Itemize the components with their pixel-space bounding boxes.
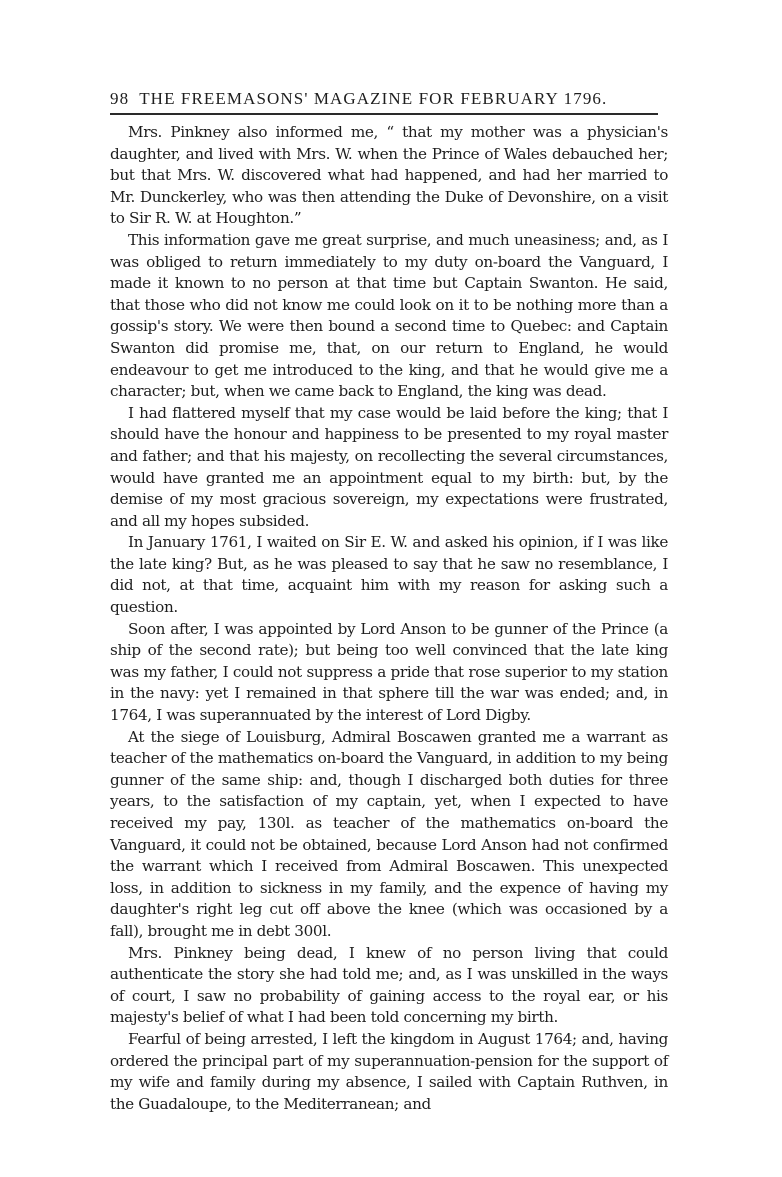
header-rule (110, 113, 658, 115)
article-body (110, 122, 668, 1115)
paragraph: Fearful of being arrested, I left the kingdom in August 1764; and, having ordered the principal part of my superannuation-pension for the support of my wife and family during my absence, I sailed with Captain Ruthven, in the Guadaloupe, to the Mediterranean; and (110, 1029, 668, 1113)
running-header (110, 88, 668, 110)
magazine-page (110, 88, 668, 1115)
paragraph: Soon after, I was appointed by Lord Anson to be gunner of the Prince (a ship of the second rate); but being too well convinced that the late king was my father, I could not suppress a pride that rose superior to my station in the navy: yet I remained in that sphere till the war was ended; and, in 1764, I was superannuated by the interest of Lord Digby. (110, 619, 668, 725)
page-number: 98 (110, 89, 130, 108)
paragraph: This information gave me great surprise, and much uneasiness; and, as I was obliged to return immediately to my duty on-board the Vanguard, I made it known to no person at that time but Captain Swanton. He said, that those who did not know me could look on it to be nothing more than a gossip's story. We were then bound a second time to Quebec: and Captain Swanton did promise me, that, on our return to England, he would endeavour to get me introduced to the king, and that he would give me a character; but, when we came back to England, the king was dead. (110, 230, 668, 401)
paragraph: Mrs. Pinkney also informed me, “ that my mother was a physician's daughter, and lived with Mrs. W. when the Prince of Wales debauched her; but that Mrs. W. discovered what had happened, and had her married to Mr. Dunckerley, who was then attending the Duke of Devonshire, on a visit to Sir R. W. at Houghton.” (110, 123, 668, 228)
paragraph: I had flattered myself that my case would be laid before the king; that I should have the honour and happiness to be presented to my royal master and father; and that his majesty, on recollecting the several circumstances, would have granted me an appointment equal to my birth: but, by the demise of my most gracious sovereign, my expectations were frustrated, and all my hopes subsided. (110, 403, 668, 530)
running-title: THE FREEMASONS' MAGAZINE FOR FEBRUARY 1796. (139, 89, 608, 108)
paragraph: Mrs. Pinkney being dead, I knew of no person living that could authenticate the story she had told me; and, as I was unskilled in the ways of court, I saw no probability of gaining access to the royal ear, or his majesty's belief of what I had been told concerning my birth. (110, 943, 668, 1027)
paragraph: In January 1761, I waited on Sir E. W. and asked his opinion, if I was like the late king? But, as he was pleased to say that he saw no resemblance, I did not, at that time, acquaint him with my reason for asking such a question. (110, 533, 668, 617)
paragraph: At the siege of Louisburg, Admiral Boscawen granted me a warrant as teacher of the mathematics on-board the Vanguard, in addition to my being gunner of the same ship: and, though I discharged both duties for three years, to the satisfaction of my captain, yet, when I expected to have received my pay, 130l. as teacher of the mathematics on-board the Vanguard, it could not be obtained, because Lord Anson had not confirmed the warrant which I received from Admiral Boscawen. This unexpected loss, in addition to sickness in my family, and the expence of having my daughter's right leg cut off above the knee (which was occasioned by a fall), brought me in debt 300l. (110, 727, 668, 940)
